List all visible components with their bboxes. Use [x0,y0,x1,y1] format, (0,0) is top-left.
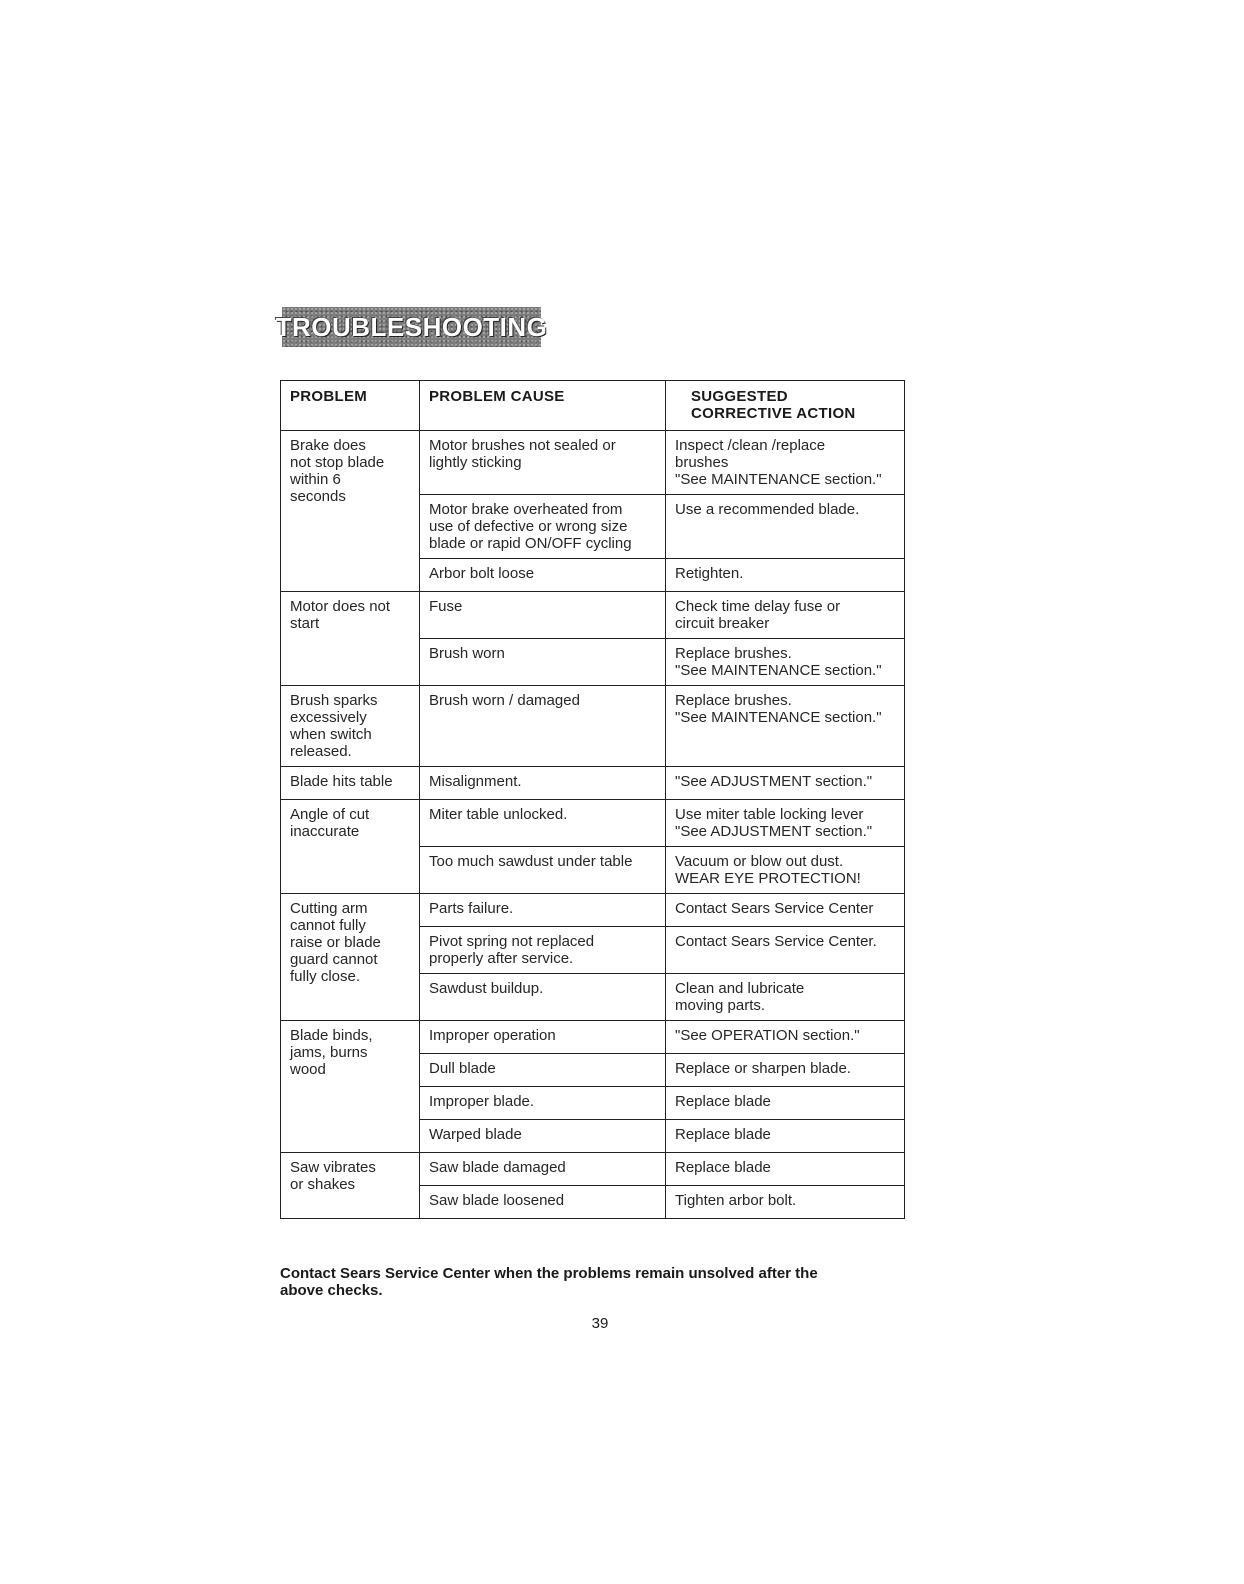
problem-cell: Brush sparks excessively when switch released. [281,686,420,767]
problem-cause-cell: Dull blade [420,1054,666,1087]
header-problem: PROBLEM [281,381,420,431]
problem-cell: Angle of cut inaccurate [281,800,420,894]
problem-cause-cell: Brush worn [420,639,666,686]
problem-cause-cell: Parts failure. [420,894,666,927]
corrective-action-cell: Use miter table locking lever "See ADJUSTMENT section." [666,800,905,847]
problem-cell: Saw vibrates or shakes [281,1153,420,1219]
page-number: 39 [591,1315,609,1332]
problem-cause-cell: Arbor bolt loose [420,559,666,592]
corrective-action-cell: Replace brushes. "See MAINTENANCE section." [666,686,905,767]
problem-cell: Blade binds, jams, burns wood [281,1021,420,1153]
problem-cause-cell: Too much sawdust under table [420,847,666,894]
table-row [281,800,905,847]
table-body [281,431,905,1219]
problem-cell: Blade hits table [281,767,420,800]
problem-cause-cell: Miter table unlocked. [420,800,666,847]
table-row [281,431,905,495]
corrective-action-cell: Check time delay fuse or circuit breaker [666,592,905,639]
corrective-action-cell: Replace blade [666,1153,905,1186]
table-row [281,1021,905,1054]
problem-cause-cell: Brush worn / damaged [420,686,666,767]
problem-cause-cell: Saw blade damaged [420,1153,666,1186]
corrective-action-cell: Replace blade [666,1087,905,1120]
problem-cell: Motor does not start [281,592,420,686]
corrective-action-cell: Vacuum or blow out dust. WEAR EYE PROTECTION! [666,847,905,894]
problem-cause-cell: Improper blade. [420,1087,666,1120]
table-header-row [281,381,905,431]
table-row [281,767,905,800]
corrective-action-cell: Clean and lubricate moving parts. [666,974,905,1021]
problem-cause-cell: Motor brake overheated from use of defective or wrong size blade or rapid ON/OFF cycling [420,495,666,559]
problem-cell: Brake does not stop blade within 6 seconds [281,431,420,592]
section-title-banner [275,307,548,347]
problem-cause-cell: Sawdust buildup. [420,974,666,1021]
problem-cause-cell: Fuse [420,592,666,639]
problem-cause-cell: Misalignment. [420,767,666,800]
table-row [281,592,905,639]
troubleshooting-table [280,380,905,1219]
corrective-action-cell: Replace brushes. "See MAINTENANCE section." [666,639,905,686]
problem-cell: Cutting arm cannot fully raise or blade guard cannot fully close. [281,894,420,1021]
corrective-action-cell: Contact Sears Service Center [666,894,905,927]
header-problem-cause: PROBLEM CAUSE [420,381,666,431]
table-row [281,686,905,767]
corrective-action-cell: Replace or sharpen blade. [666,1054,905,1087]
header-corrective-action: SUGGESTED CORRECTIVE ACTION [666,381,905,431]
corrective-action-cell: Replace blade [666,1120,905,1153]
corrective-action-cell: Tighten arbor bolt. [666,1186,905,1219]
problem-cause-cell: Motor brushes not sealed or lightly sticking [420,431,666,495]
corrective-action-cell: Retighten. [666,559,905,592]
table-row [281,894,905,927]
section-title: TROUBLESHOOTING [275,311,548,342]
table-row [281,1153,905,1186]
corrective-action-cell: Inspect /clean /replace brushes "See MAINTENANCE section." [666,431,905,495]
corrective-action-cell: "See ADJUSTMENT section." [666,767,905,800]
corrective-action-cell: "See OPERATION section." [666,1021,905,1054]
corrective-action-cell: Use a recommended blade. [666,495,905,559]
problem-cause-cell: Improper operation [420,1021,666,1054]
problem-cause-cell: Pivot spring not replaced properly after service. [420,927,666,974]
footer-note: Contact Sears Service Center when the problems remain unsolved after the above checks. [280,1265,818,1299]
problem-cause-cell: Warped blade [420,1120,666,1153]
corrective-action-cell: Contact Sears Service Center. [666,927,905,974]
problem-cause-cell: Saw blade loosened [420,1186,666,1219]
